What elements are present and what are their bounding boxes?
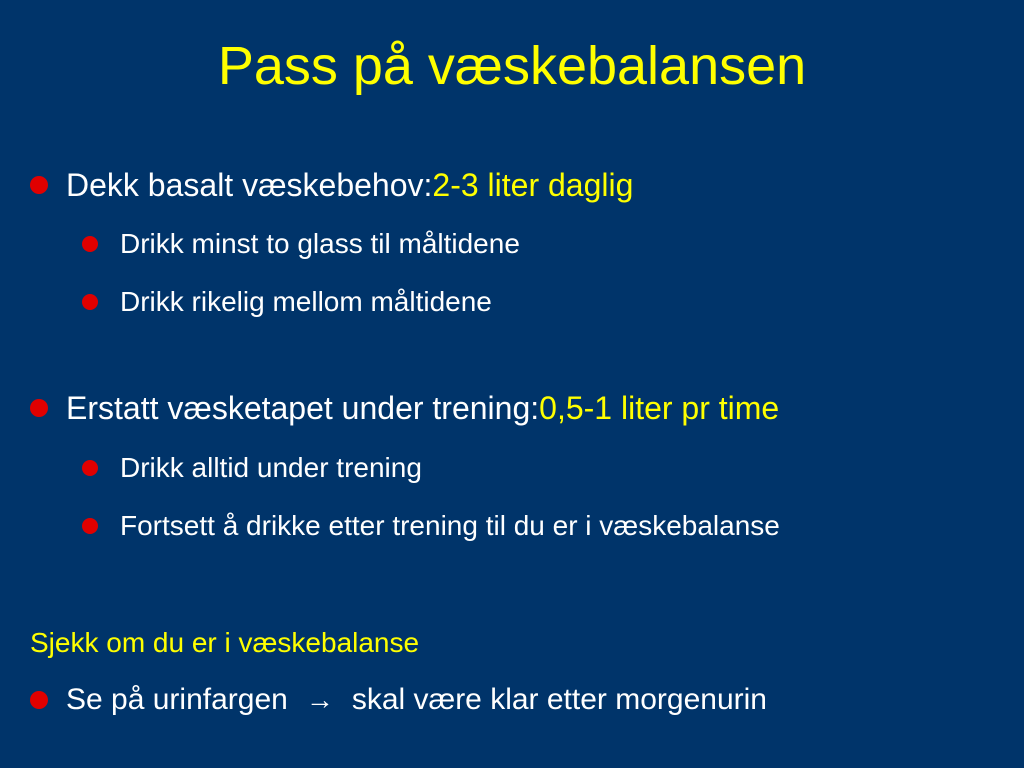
bullet-icon — [30, 399, 48, 417]
bullet-highlight: 0,5-1 liter pr time — [539, 389, 780, 426]
bullet-text: Erstatt væsketapet under trening: — [66, 389, 540, 426]
bullet-text: Dekk basalt væskebehov: — [66, 166, 433, 203]
bullet-text: Se på urinfargen — [66, 683, 288, 716]
bullet-icon — [82, 294, 98, 310]
subbullet-during-training — [82, 450, 422, 486]
bullet-icon — [30, 691, 48, 709]
bullet-basal-fluid — [30, 165, 633, 205]
subbullet-meals — [82, 226, 520, 262]
slide-title: Pass på væskebalansen — [217, 36, 807, 96]
bullet-icon — [82, 460, 98, 476]
bullet-icon — [82, 518, 98, 534]
bullet-highlight: 2-3 liter daglig — [432, 166, 634, 203]
bullet-text-tail: skal være klar etter morgenurin — [351, 683, 767, 716]
subbullet-after-training — [82, 508, 780, 544]
bullet-urine-color — [30, 680, 767, 720]
subbullet-text: Drikk alltid under trening — [120, 452, 422, 483]
subbullet-text: Fortsett å drikke etter trening til du er i væskebalanse — [120, 510, 780, 541]
arrow-right-icon: → — [305, 684, 334, 715]
section-heading-check: Sjekk om du er i væskebalanse — [30, 627, 420, 658]
bullet-icon — [30, 176, 48, 194]
bullet-replace-loss — [30, 388, 779, 428]
bullet-icon — [82, 236, 98, 252]
subbullet-text: Drikk minst to glass til måltidene — [120, 228, 520, 259]
subbullet-between-meals — [82, 284, 492, 320]
subbullet-text: Drikk rikelig mellom måltidene — [120, 286, 492, 317]
